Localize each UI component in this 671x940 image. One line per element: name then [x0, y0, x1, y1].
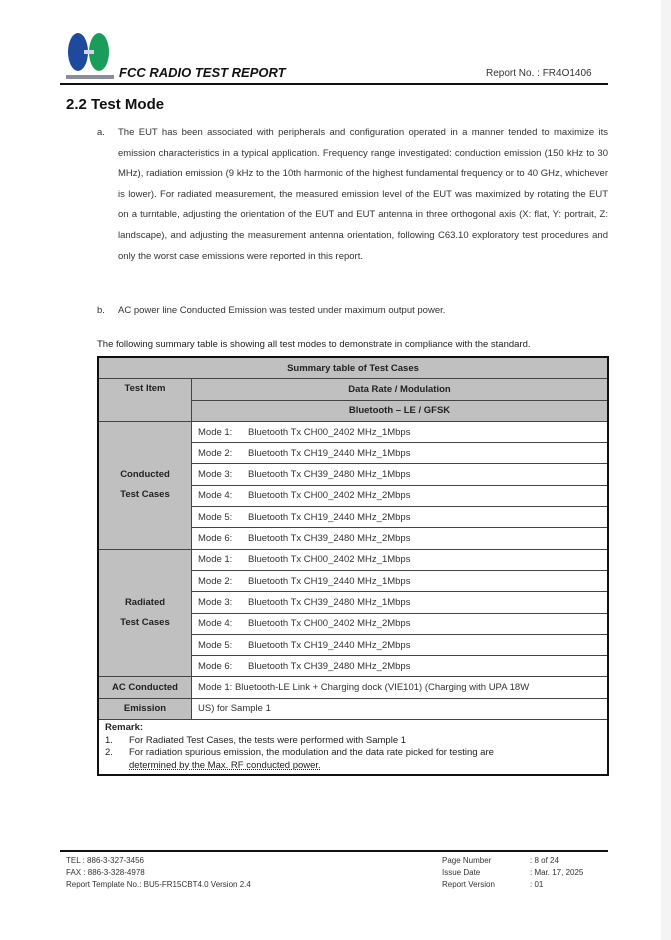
table-row: [98, 677, 608, 698]
footer-labels: [442, 855, 495, 891]
remark-cell: [98, 720, 608, 776]
remark-item: [105, 735, 601, 748]
mode-key: Mode 1:: [198, 554, 233, 566]
remark-text: For Radiated Test Cases, the tests were performed with Sample 1: [129, 734, 407, 746]
mode-cell: [192, 507, 609, 528]
table-row: [98, 549, 608, 570]
mode-cell: [192, 570, 609, 591]
remark-text: For radiation spurious emission, the modulation and the data rate picked for testing are: [129, 747, 494, 759]
mode-key: Mode 3:: [198, 596, 233, 608]
mode-cell: [192, 549, 609, 570]
table-row: [98, 421, 608, 442]
group-ac-label-2: Emission: [98, 698, 192, 719]
footer-issue-label: Issue Date: [442, 868, 481, 877]
group-radiated-label-1: Radiated: [124, 597, 166, 609]
paragraph-a: The EUT has been associated with peripherals and configuration operated in a manner tended to maximize its emission characteristics in a typical application. Frequency range investigated: conduction emission (150 kHz to 30 MHz), radiation emission (9 kHz to the 10th harmonic of the highest fundamental frequency or to 40 GHz, whichever is lower). For radiated measurement, the measured emission level of the EUT was maximized by rotating the EUT on a turntable, adjusting the orientation of the EUT and EUT antenna in three orthogonal axis (X: flat, Y: portrait, Z: landscape), and adjusting the measurement antenna orientation, following C63.10 exploratory test procedures and only the worst case emissions were reported in this report.: [118, 127, 608, 262]
footer-contact: [66, 855, 251, 891]
footer-page-label: Page Number: [442, 856, 492, 865]
mode-value: Bluetooth Tx CH00_2402 MHz_2Mbps: [248, 618, 411, 630]
mode-cell: [192, 485, 609, 506]
footer-values: [530, 855, 583, 891]
summary-table: [97, 356, 609, 776]
mode-key: Mode 5:: [198, 511, 233, 523]
footer-issue-value: : Mar. 17, 2025: [530, 868, 584, 877]
mode-cell: [192, 613, 609, 634]
paragraph-b: AC power line Conducted Emission was tested under maximum output power.: [118, 305, 446, 316]
report-header-title: FCC RADIO TEST REPORT: [119, 65, 286, 80]
mode-value: Bluetooth Tx CH39_2480 MHz_2Mbps: [248, 533, 411, 545]
table-title: Summary table of Test Cases: [98, 357, 608, 379]
footer-divider: [60, 850, 608, 852]
remark-item: [105, 747, 601, 772]
header-data-rate: Data Rate / Modulation: [192, 379, 609, 400]
ac-mode-line-1: Mode 1: Bluetooth-LE Link + Charging dock (VIE101) (Charging with UPA 18W: [192, 677, 609, 698]
mode-cell: [192, 656, 609, 677]
list-marker-a: a.: [97, 127, 105, 138]
mode-value: Bluetooth Tx CH19_2440 MHz_1Mbps: [248, 575, 411, 587]
mode-key: Mode 5:: [198, 639, 233, 651]
table-intro: The following summary table is showing all test modes to demonstrate in compliance with the standard.: [97, 339, 531, 350]
section-title: 2.2 Test Mode: [66, 96, 165, 113]
mode-value: Bluetooth Tx CH00_2402 MHz_1Mbps: [248, 426, 411, 438]
remark-text-continued: determined by the Max. RF conducted power.: [129, 759, 321, 771]
page-edge: [661, 0, 671, 940]
remark-number: 1.: [105, 734, 113, 746]
footer-version-label: Report Version: [442, 880, 495, 889]
mode-value: Bluetooth Tx CH39_2480 MHz_1Mbps: [248, 469, 411, 481]
mode-key: Mode 1:: [198, 426, 233, 438]
header-divider: [60, 83, 608, 85]
mode-value: Bluetooth Tx CH00_2402 MHz_2Mbps: [248, 490, 411, 502]
mode-key: Mode 2:: [198, 447, 233, 459]
mode-value: Bluetooth Tx CH19_2440 MHz_2Mbps: [248, 511, 411, 523]
remark-row: [98, 720, 608, 776]
mode-cell: [192, 421, 609, 442]
footer-version-value: : 01: [530, 880, 544, 889]
mode-value: Bluetooth Tx CH00_2402 MHz_1Mbps: [248, 554, 411, 566]
mode-key: Mode 2:: [198, 575, 233, 587]
mode-cell: [192, 592, 609, 613]
mode-key: Mode 6:: [198, 533, 233, 545]
mode-cell: [192, 634, 609, 655]
header-technology: Bluetooth – LE / GFSK: [192, 400, 609, 421]
remark-title: Remark:: [105, 722, 144, 734]
ac-mode-line-2: US) for Sample 1: [192, 698, 609, 719]
mode-key: Mode 4:: [198, 490, 233, 502]
group-conducted-label-1: Conducted: [120, 469, 170, 481]
group-conducted-label-2: Test Cases: [120, 489, 170, 501]
mode-cell: [192, 443, 609, 464]
mode-value: Bluetooth Tx CH19_2440 MHz_2Mbps: [248, 639, 411, 651]
mode-key: Mode 4:: [198, 618, 233, 630]
table-row: [98, 698, 608, 719]
group-radiated: [98, 549, 192, 677]
group-conducted: [98, 421, 192, 549]
mode-value: Bluetooth Tx CH19_2440 MHz_1Mbps: [248, 447, 411, 459]
group-radiated-label-2: Test Cases: [120, 617, 170, 629]
company-logo-icon: [66, 33, 114, 81]
remark-number: 2.: [105, 747, 113, 759]
footer-tel: TEL : 886-3-327-3456: [66, 856, 144, 865]
list-marker-b: b.: [97, 305, 105, 316]
mode-key: Mode 3:: [198, 469, 233, 481]
footer-fax: FAX : 886-3-328-4978: [66, 868, 145, 877]
mode-value: Bluetooth Tx CH39_2480 MHz_2Mbps: [248, 660, 411, 672]
mode-cell: [192, 528, 609, 549]
mode-value: Bluetooth Tx CH39_2480 MHz_1Mbps: [248, 596, 411, 608]
mode-key: Mode 6:: [198, 660, 233, 672]
footer-template: Report Template No.: BU5-FR15CBT4.0 Version 2.4: [66, 880, 251, 889]
report-number: Report No. : FR4O1406: [486, 68, 592, 79]
mode-cell: [192, 464, 609, 485]
group-ac-label-1: AC Conducted: [98, 677, 192, 698]
footer-page-value: : 8 of 24: [530, 856, 559, 865]
header-test-item: Test Item: [98, 379, 192, 422]
